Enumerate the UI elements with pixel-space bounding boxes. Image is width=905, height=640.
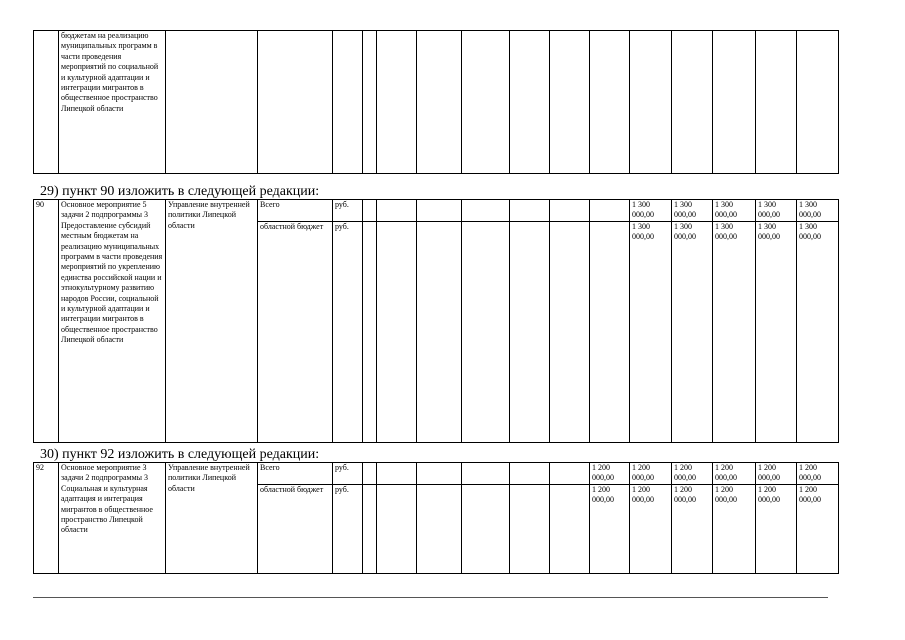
value-cell: 1 300 000,00 (672, 200, 713, 222)
unit: руб. (333, 485, 363, 574)
funding-source: Всего (258, 200, 333, 222)
cell (34, 31, 59, 174)
row-number: 92 (34, 463, 59, 574)
section-29-table (33, 199, 839, 443)
unit: руб. (333, 200, 363, 222)
row-number: 90 (34, 200, 59, 443)
section-heading-29: 29) пункт 90 изложить в следующей редакции: (40, 184, 320, 199)
unit: руб. (333, 222, 363, 443)
event-name-continuation: бюджетам на реализацию муниципальных программ в части проведения мероприятий по социальной и культурной адаптации и интеграции мигрантов в общественное пространство Липецкой области (59, 31, 166, 174)
value-cell: 1 200 000,00 (672, 485, 713, 574)
value-cell: 1 200 000,00 (797, 463, 839, 485)
value-cell: 1 300 000,00 (797, 222, 839, 443)
value-cell: 1 200 000,00 (590, 463, 630, 485)
executor: Управление внутренней политики Липецкой области (166, 463, 258, 574)
funding-source: областной бюджет (258, 485, 333, 574)
section-heading-30: 30) пункт 92 изложить в следующей редакции: (40, 447, 320, 462)
value-cell: 1 200 000,00 (672, 463, 713, 485)
value-cell: 1 200 000,00 (797, 485, 839, 574)
event-name: Основное мероприятие 5 задачи 2 подпрограммы 3 Предоставление субсидий местным бюджетам на реализацию муниципальных программ в части проведения мероприятий по укреплению единства российской нации и этнокультурному развитию народов России, социальной и культурной адаптации и интеграции мигрантов в общественное пространство Липецкой области (59, 200, 166, 443)
funding-source: областной бюджет (258, 222, 333, 443)
event-name: Основное мероприятие 3 задачи 2 подпрограммы 3 Социальная и культурная адаптация и интеграция мигрантов в общественное пространство Липецкой области (59, 463, 166, 574)
value-cell: 1 200 000,00 (713, 463, 756, 485)
value-cell: 1 300 000,00 (797, 200, 839, 222)
executor: Управление внутренней политики Липецкой области (166, 200, 258, 443)
value-cell: 1 200 000,00 (590, 485, 630, 574)
value-cell: 1 200 000,00 (756, 485, 797, 574)
value-cell: 1 300 000,00 (756, 222, 797, 443)
top-fragment-table (33, 30, 839, 174)
value-cell: 1 300 000,00 (713, 200, 756, 222)
value-cell: 1 300 000,00 (630, 222, 672, 443)
value-cell: 1 300 000,00 (672, 222, 713, 443)
funding-source: Всего (258, 463, 333, 485)
value-cell: 1 300 000,00 (630, 200, 672, 222)
unit: руб. (333, 463, 363, 485)
section-30-table (33, 462, 839, 574)
value-cell: 1 200 000,00 (630, 463, 672, 485)
value-cell: 1 300 000,00 (756, 200, 797, 222)
value-cell: 1 300 000,00 (713, 222, 756, 443)
value-cell: 1 200 000,00 (713, 485, 756, 574)
value-cell: 1 200 000,00 (756, 463, 797, 485)
footer-divider (33, 597, 828, 598)
value-cell: 1 200 000,00 (630, 485, 672, 574)
